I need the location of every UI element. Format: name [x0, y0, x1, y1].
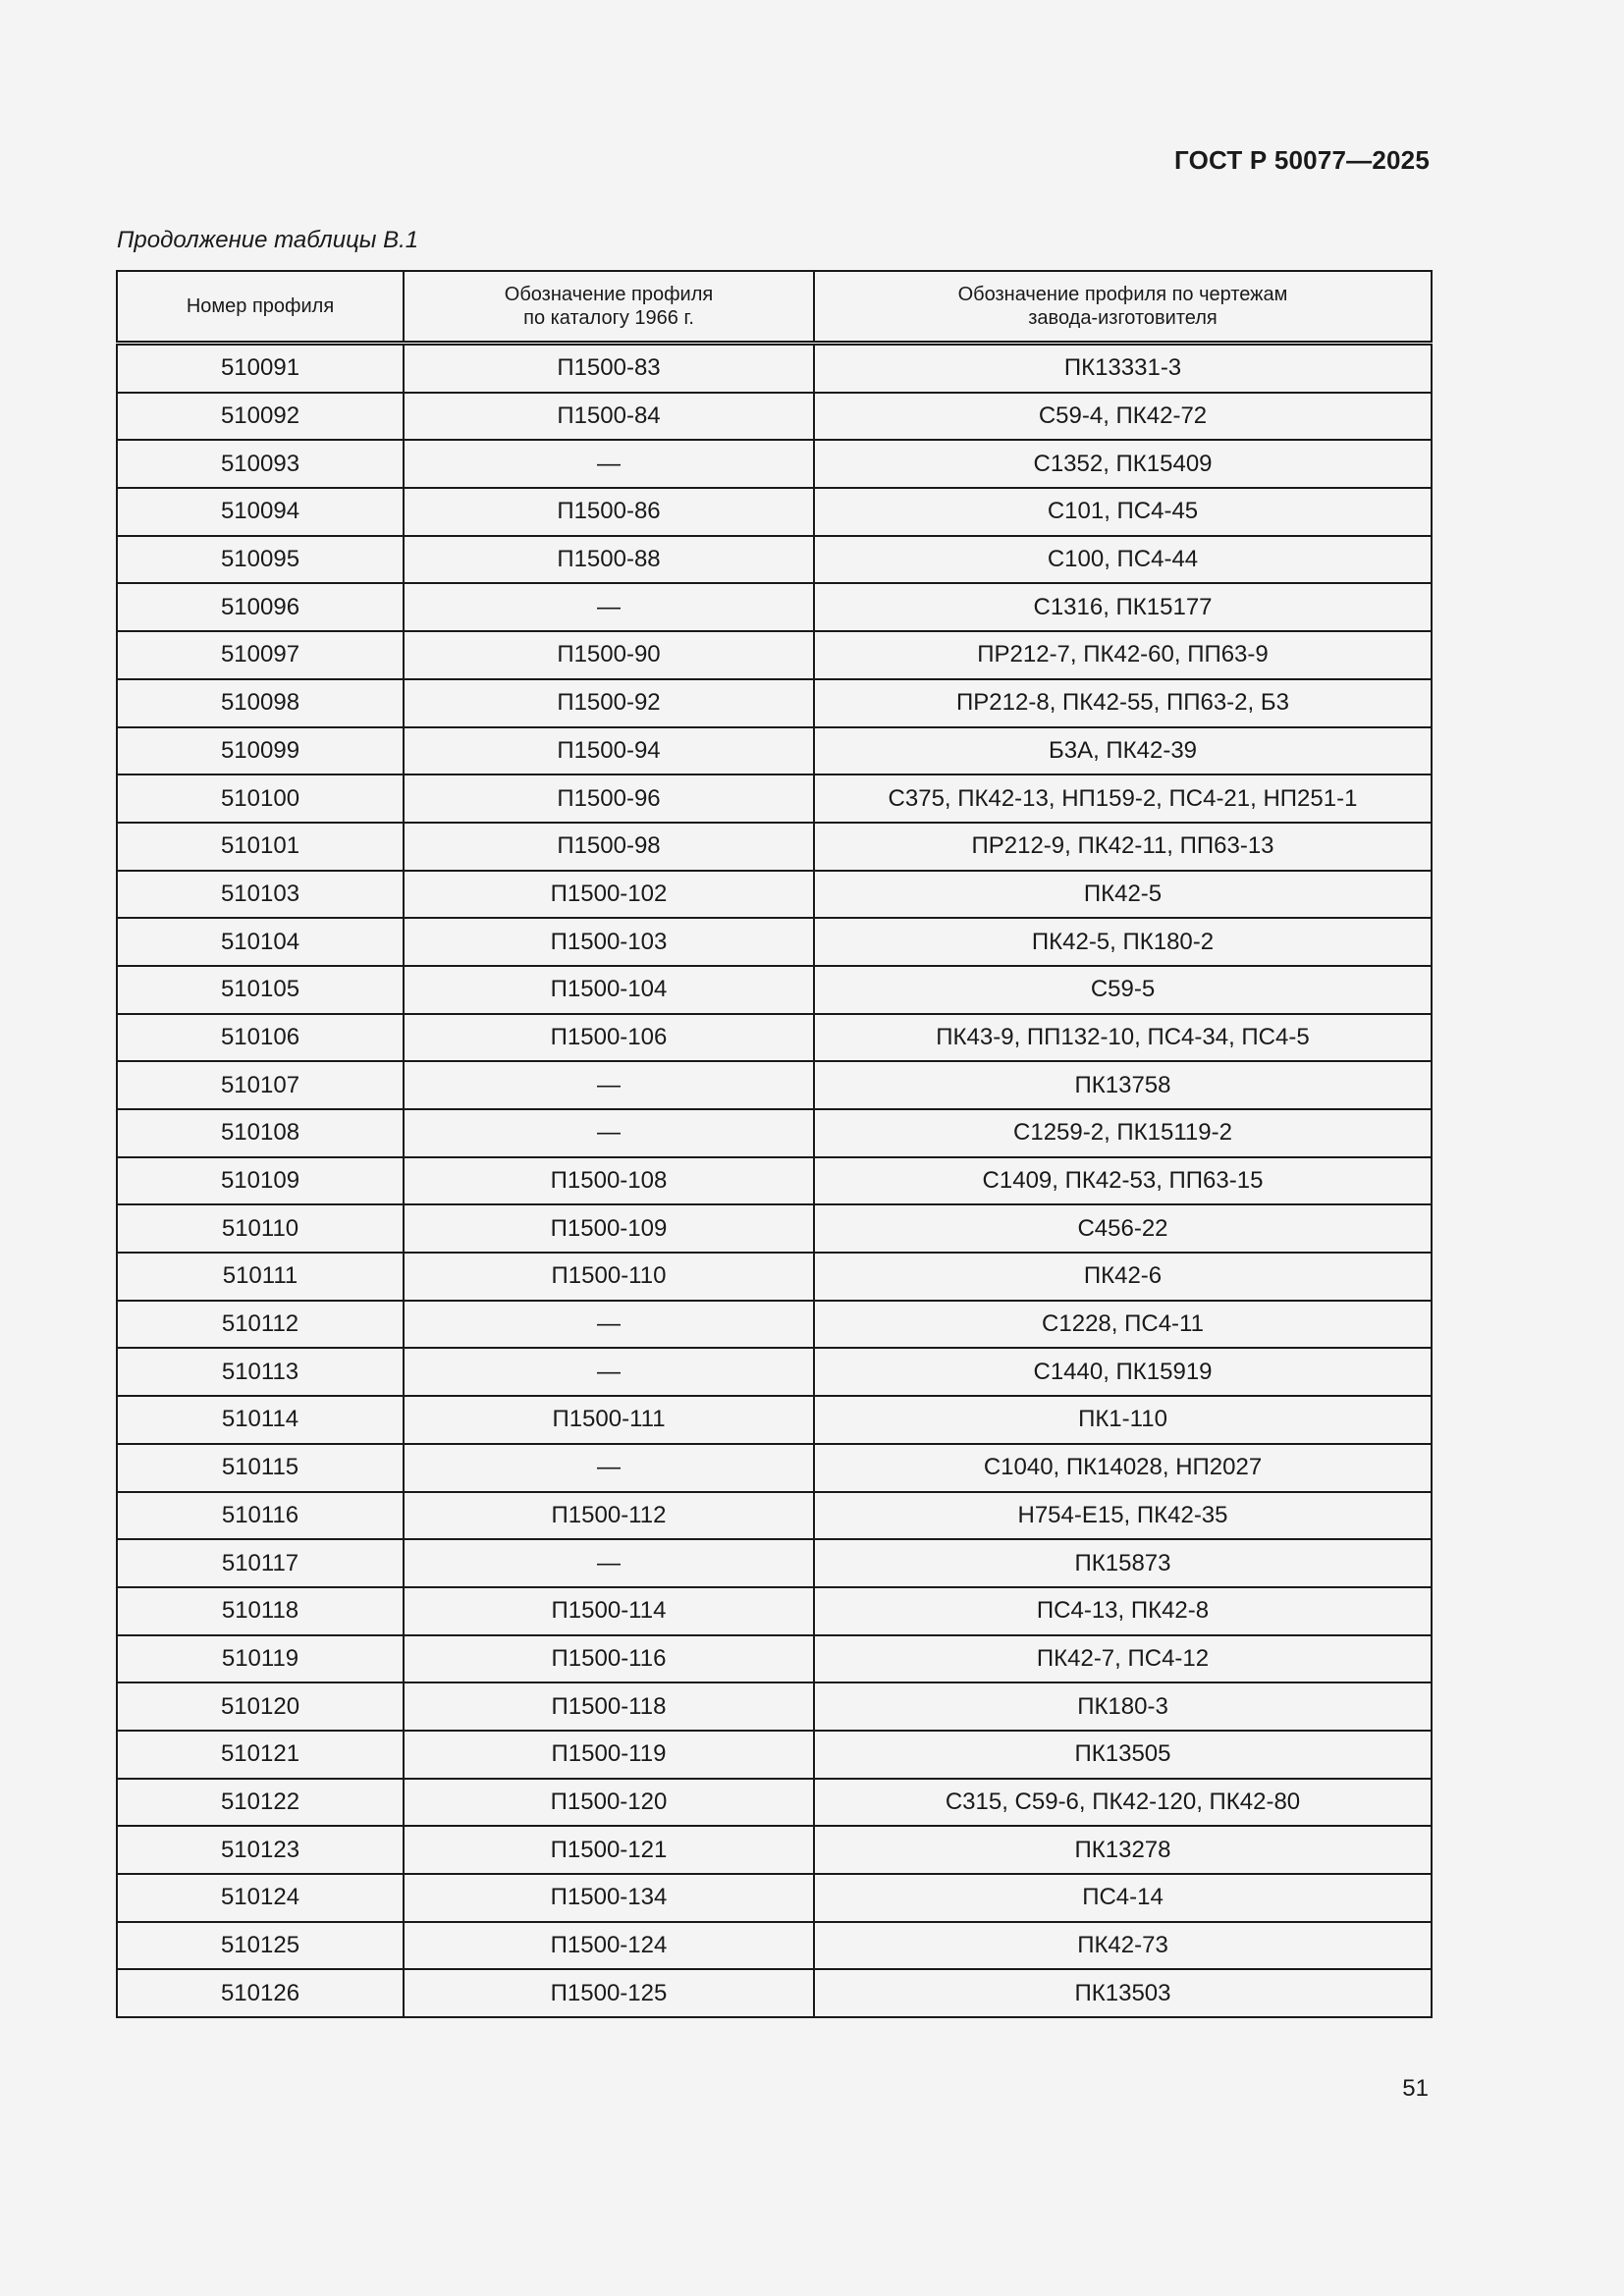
factory-designation-cell: Н754-Е15, ПК42-35 — [814, 1492, 1432, 1540]
factory-designation-cell: ПС4-14 — [814, 1874, 1432, 1922]
column-header-factory-designation: Обозначение профиля по чертежам завода-изготовителя — [814, 271, 1432, 344]
factory-designation-cell: С101, ПС4-45 — [814, 488, 1432, 536]
catalog-designation-cell: П1500-124 — [404, 1922, 814, 1970]
table-row — [117, 1396, 1432, 1444]
catalog-designation-cell: П1500-103 — [404, 918, 814, 966]
factory-designation-cell: С456-22 — [814, 1204, 1432, 1253]
table-caption: Продолжение таблицы В.1 — [117, 227, 419, 253]
profile-number-cell: 510103 — [117, 871, 404, 919]
catalog-designation-cell: П1500-111 — [404, 1396, 814, 1444]
table-row — [117, 1587, 1432, 1635]
factory-designation-cell: С1040, ПК14028, НП2027 — [814, 1444, 1432, 1492]
profile-number-cell: 510094 — [117, 488, 404, 536]
factory-designation-cell: ПК15873 — [814, 1539, 1432, 1587]
factory-designation-cell: С1440, ПК15919 — [814, 1348, 1432, 1396]
table-row — [117, 344, 1432, 393]
table-row — [117, 1922, 1432, 1970]
factory-designation-cell: ПК43-9, ПП132-10, ПС4-34, ПС4-5 — [814, 1014, 1432, 1062]
factory-designation-cell: С315, С59-6, ПК42-120, ПК42-80 — [814, 1779, 1432, 1827]
page-number: 51 — [1402, 2075, 1429, 2102]
profile-number-cell: 510124 — [117, 1874, 404, 1922]
profile-number-cell: 510104 — [117, 918, 404, 966]
catalog-designation-cell: — — [404, 1539, 814, 1587]
profile-number-cell: 510116 — [117, 1492, 404, 1540]
table-row — [117, 1109, 1432, 1157]
table-row — [117, 1492, 1432, 1540]
catalog-designation-cell: П1500-98 — [404, 823, 814, 871]
factory-designation-cell: ПР212-9, ПК42-11, ПП63-13 — [814, 823, 1432, 871]
table-row — [117, 440, 1432, 488]
catalog-designation-cell: — — [404, 1444, 814, 1492]
table-row — [117, 631, 1432, 679]
profile-number-cell: 510110 — [117, 1204, 404, 1253]
profiles-table — [116, 270, 1433, 2018]
catalog-designation-cell: П1500-106 — [404, 1014, 814, 1062]
table-row — [117, 823, 1432, 871]
table-row — [117, 1301, 1432, 1349]
factory-designation-cell: С59-5 — [814, 966, 1432, 1014]
catalog-designation-cell: П1500-108 — [404, 1157, 814, 1205]
table-row — [117, 1635, 1432, 1683]
profile-number-cell: 510125 — [117, 1922, 404, 1970]
profile-number-cell: 510108 — [117, 1109, 404, 1157]
factory-designation-cell: ПК180-3 — [814, 1682, 1432, 1731]
catalog-designation-cell: П1500-88 — [404, 536, 814, 584]
factory-designation-cell: С1259-2, ПК15119-2 — [814, 1109, 1432, 1157]
catalog-designation-cell: П1500-90 — [404, 631, 814, 679]
catalog-designation-cell: П1500-121 — [404, 1826, 814, 1874]
catalog-designation-cell: П1500-112 — [404, 1492, 814, 1540]
table-row — [117, 1731, 1432, 1779]
table-row — [117, 966, 1432, 1014]
factory-designation-cell: ПК13758 — [814, 1061, 1432, 1109]
catalog-designation-cell: — — [404, 440, 814, 488]
table-row — [117, 1157, 1432, 1205]
catalog-designation-cell: П1500-116 — [404, 1635, 814, 1683]
catalog-designation-cell: П1500-110 — [404, 1253, 814, 1301]
catalog-designation-cell: П1500-125 — [404, 1969, 814, 2017]
factory-designation-cell: ПК13503 — [814, 1969, 1432, 2017]
catalog-designation-cell: П1500-102 — [404, 871, 814, 919]
table-row — [117, 1204, 1432, 1253]
factory-designation-cell: С375, ПК42-13, НП159-2, ПС4-21, НП251-1 — [814, 774, 1432, 823]
catalog-designation-cell: П1500-119 — [404, 1731, 814, 1779]
profile-number-cell: 510093 — [117, 440, 404, 488]
factory-designation-cell: ПР212-8, ПК42-55, ПП63-2, Б3 — [814, 679, 1432, 727]
profile-number-cell: 510112 — [117, 1301, 404, 1349]
catalog-designation-cell: П1500-109 — [404, 1204, 814, 1253]
profile-number-cell: 510123 — [117, 1826, 404, 1874]
table-row — [117, 1539, 1432, 1587]
table-header-row — [117, 271, 1432, 344]
catalog-designation-cell: П1500-134 — [404, 1874, 814, 1922]
factory-designation-cell: С100, ПС4-44 — [814, 536, 1432, 584]
table-row — [117, 679, 1432, 727]
factory-designation-cell: ПК13278 — [814, 1826, 1432, 1874]
factory-designation-cell: ПК42-5, ПК180-2 — [814, 918, 1432, 966]
profile-number-cell: 510126 — [117, 1969, 404, 2017]
factory-designation-cell: ПК13331-3 — [814, 344, 1432, 393]
profile-number-cell: 510114 — [117, 1396, 404, 1444]
catalog-designation-cell: П1500-92 — [404, 679, 814, 727]
column-header-profile-number: Номер профиля — [117, 271, 404, 344]
catalog-designation-cell: П1500-94 — [404, 727, 814, 775]
table-row — [117, 1682, 1432, 1731]
column-header-catalog-designation: Обозначение профиля по каталогу 1966 г. — [404, 271, 814, 344]
catalog-designation-cell: П1500-96 — [404, 774, 814, 823]
factory-designation-cell: ПК42-7, ПС4-12 — [814, 1635, 1432, 1683]
profile-number-cell: 510107 — [117, 1061, 404, 1109]
factory-designation-cell: ПС4-13, ПК42-8 — [814, 1587, 1432, 1635]
document-header: ГОСТ Р 50077—2025 — [1174, 145, 1430, 175]
profile-number-cell: 510105 — [117, 966, 404, 1014]
catalog-designation-cell: П1500-118 — [404, 1682, 814, 1731]
table-row — [117, 1253, 1432, 1301]
table-row — [117, 393, 1432, 441]
table-row — [117, 1014, 1432, 1062]
profile-number-cell: 510121 — [117, 1731, 404, 1779]
profile-number-cell: 510091 — [117, 344, 404, 393]
factory-designation-cell: ПК42-6 — [814, 1253, 1432, 1301]
catalog-designation-cell: — — [404, 583, 814, 631]
profiles-table-container — [116, 270, 1431, 2018]
table-row — [117, 1444, 1432, 1492]
profile-number-cell: 510115 — [117, 1444, 404, 1492]
table-row — [117, 727, 1432, 775]
table-row — [117, 536, 1432, 584]
factory-designation-cell: ПК42-73 — [814, 1922, 1432, 1970]
catalog-designation-cell: П1500-104 — [404, 966, 814, 1014]
table-row — [117, 1874, 1432, 1922]
catalog-designation-cell: П1500-83 — [404, 344, 814, 393]
catalog-designation-cell: — — [404, 1301, 814, 1349]
factory-designation-cell: ПК1-110 — [814, 1396, 1432, 1444]
catalog-designation-cell: П1500-120 — [404, 1779, 814, 1827]
table-row — [117, 1061, 1432, 1109]
table-row — [117, 871, 1432, 919]
catalog-designation-cell: П1500-86 — [404, 488, 814, 536]
profile-number-cell: 510117 — [117, 1539, 404, 1587]
profile-number-cell: 510100 — [117, 774, 404, 823]
profile-number-cell: 510095 — [117, 536, 404, 584]
catalog-designation-cell: П1500-84 — [404, 393, 814, 441]
factory-designation-cell: ПК13505 — [814, 1731, 1432, 1779]
profile-number-cell: 510099 — [117, 727, 404, 775]
table-row — [117, 774, 1432, 823]
profile-number-cell: 510109 — [117, 1157, 404, 1205]
catalog-designation-cell: П1500-114 — [404, 1587, 814, 1635]
table-row — [117, 1779, 1432, 1827]
factory-designation-cell: С1409, ПК42-53, ПП63-15 — [814, 1157, 1432, 1205]
factory-designation-cell: С1228, ПС4-11 — [814, 1301, 1432, 1349]
profile-number-cell: 510120 — [117, 1682, 404, 1731]
factory-designation-cell: ПР212-7, ПК42-60, ПП63-9 — [814, 631, 1432, 679]
profile-number-cell: 510096 — [117, 583, 404, 631]
factory-designation-cell: ПК42-5 — [814, 871, 1432, 919]
profile-number-cell: 510122 — [117, 1779, 404, 1827]
factory-designation-cell: Б3А, ПК42-39 — [814, 727, 1432, 775]
table-row — [117, 488, 1432, 536]
profile-number-cell: 510119 — [117, 1635, 404, 1683]
table-row — [117, 1826, 1432, 1874]
catalog-designation-cell: — — [404, 1061, 814, 1109]
table-row — [117, 583, 1432, 631]
profile-number-cell: 510101 — [117, 823, 404, 871]
profile-number-cell: 510113 — [117, 1348, 404, 1396]
profile-number-cell: 510092 — [117, 393, 404, 441]
profile-number-cell: 510118 — [117, 1587, 404, 1635]
factory-designation-cell: С59-4, ПК42-72 — [814, 393, 1432, 441]
profile-number-cell: 510111 — [117, 1253, 404, 1301]
table-row — [117, 1348, 1432, 1396]
catalog-designation-cell: — — [404, 1348, 814, 1396]
factory-designation-cell: С1316, ПК15177 — [814, 583, 1432, 631]
profile-number-cell: 510098 — [117, 679, 404, 727]
profile-number-cell: 510106 — [117, 1014, 404, 1062]
factory-designation-cell: С1352, ПК15409 — [814, 440, 1432, 488]
table-row — [117, 1969, 1432, 2017]
table-body — [117, 344, 1432, 2018]
catalog-designation-cell: — — [404, 1109, 814, 1157]
profile-number-cell: 510097 — [117, 631, 404, 679]
table-row — [117, 918, 1432, 966]
